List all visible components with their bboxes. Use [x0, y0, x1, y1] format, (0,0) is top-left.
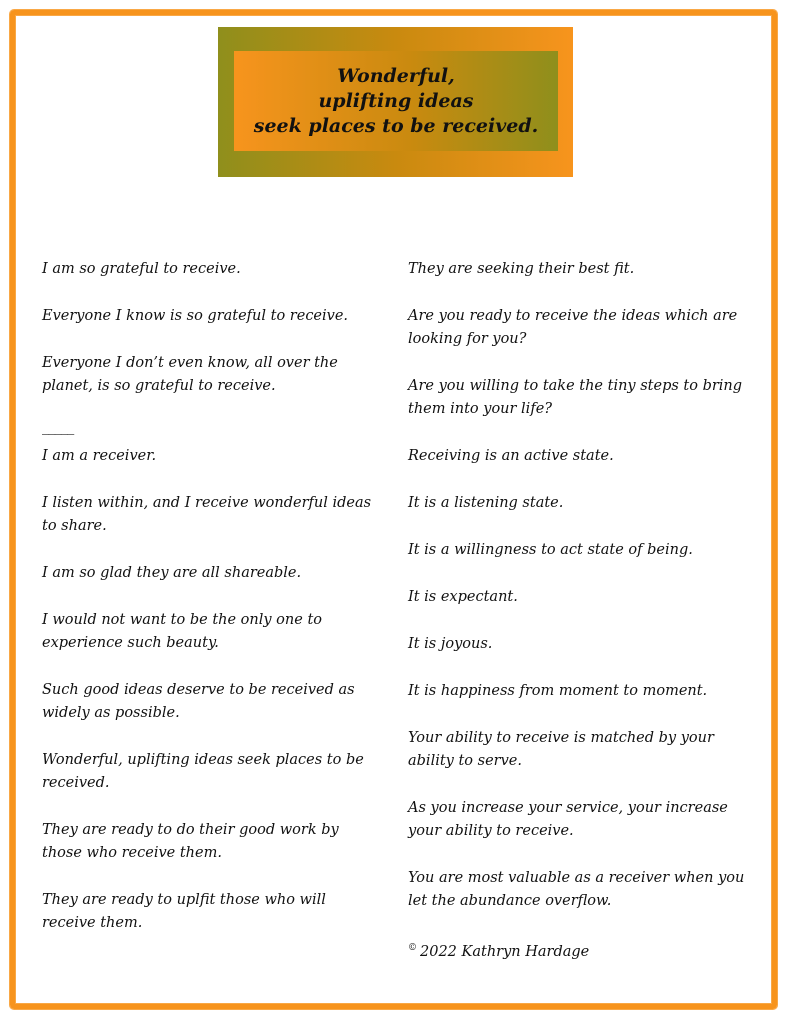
right-column: [408, 258, 753, 988]
paragraph: Everyone I don’t even know, all over the planet, is so grateful to receive.: [42, 355, 338, 394]
copyright-text: 2022 Kathryn Hardage: [420, 944, 590, 960]
title-box: [234, 51, 558, 151]
paragraph: Receiving is an active state.: [408, 448, 614, 464]
title-line-1: Wonderful,: [337, 64, 455, 87]
left-column: [42, 258, 382, 959]
title-line-2: uplifting ideas: [318, 89, 474, 112]
paragraph: I am a receiver.: [42, 448, 157, 464]
paragraph: I would not want to be the only one to experience such beauty.: [42, 612, 322, 651]
copyright-symbol: ©: [408, 943, 417, 953]
paragraph: As you increase your service, your increase your ability to receive.: [408, 800, 728, 839]
paragraph: Wonderful, uplifting ideas seek places to be received.: [42, 752, 364, 791]
paragraph: You are most valuable as a receiver when you let the abundance overflow.: [408, 870, 745, 909]
divider: _____: [42, 419, 74, 435]
paragraph: Your ability to receive is matched by your ability to serve.: [408, 730, 714, 769]
paragraph: I am so glad they are all shareable.: [42, 565, 302, 581]
paragraph: They are ready to uplfit those who will receive them.: [42, 892, 326, 931]
paragraph: It is joyous.: [408, 636, 493, 652]
paragraph: Such good ideas deserve to be received as widely as possible.: [42, 682, 355, 721]
paragraph: They are seeking their best fit.: [408, 261, 635, 277]
paragraph: It is a listening state.: [408, 495, 564, 511]
paragraph: It is happiness from moment to moment.: [408, 683, 708, 699]
paragraph: Are you ready to receive the ideas which are looking for you?: [408, 308, 738, 347]
paragraph: I listen within, and I receive wonderful ideas to share.: [42, 495, 372, 534]
paragraph: Everyone I know is so grateful to receive.: [42, 308, 349, 324]
paragraph: I am so grateful to receive.: [42, 261, 241, 277]
title-line-3: seek places to be received.: [253, 114, 539, 137]
paragraph: They are ready to do their good work by those who receive them.: [42, 822, 339, 861]
title-banner: [218, 27, 573, 177]
paragraph: It is expectant.: [408, 589, 518, 605]
copyright-notice: [408, 937, 753, 964]
paragraph: Are you willing to take the tiny steps to bring them into your life?: [408, 378, 743, 417]
paragraph: It is a willingness to act state of being.: [408, 542, 693, 558]
